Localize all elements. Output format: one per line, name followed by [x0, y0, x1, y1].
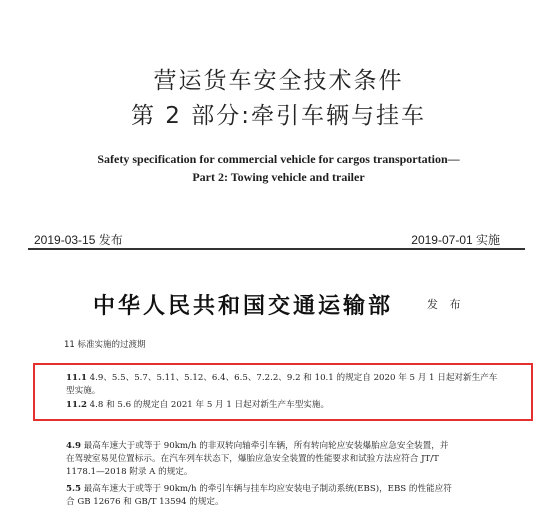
- clause-number: 4.9: [66, 441, 81, 451]
- clause-text: 4.9、5.5、5.7、5.11、5.12、6.4、6.5、7.2.2、9.2 和 10.1 的规定自 2020 年 5 月 1 日起对新生产车: [89, 373, 498, 383]
- clause-number: 11.1: [66, 373, 87, 383]
- issuing-agency: 中华人民共和国交通运输部: [93, 293, 394, 319]
- clause-4-9-line2: 在驾驶室易见位置标示。在汽车列车状态下，爆胎应急安全装置的性能要求和试验方法应符合 JT/T: [66, 454, 439, 464]
- implement-date: 2019-07-01 实施: [411, 233, 500, 247]
- clause-11-2: [66, 399, 329, 412]
- clause-number: 11.2: [66, 400, 87, 410]
- clause-text: 4.8 和 5.6 的规定自 2021 年 5 月 1 日起对新生产车型实施。: [89, 400, 330, 410]
- clause-4-9-line3: 1178.1—2018 附录 A 的规定。: [66, 467, 193, 477]
- clause-11-1-line2: 型实施。: [66, 386, 101, 396]
- clause-text: 最高车速大于或等于 90km/h 的非双转向轴牵引车辆，所有转向轮应安装爆胎应急安全装置，并: [83, 441, 449, 451]
- clause-4-9-line1: [66, 440, 448, 453]
- clause-text: 最高车速大于或等于 90km/h 的牵引车辆与挂车均应安装电子制动系统(EBS)，EBS 的性能应符: [83, 484, 452, 494]
- document-title-line2: 第 2 部分:牵引车辆与挂车: [130, 103, 426, 129]
- clause-5-5-line1: [66, 483, 452, 496]
- section-heading: 11 标准实施的过渡期: [64, 340, 146, 350]
- clause-11-1-line1: [66, 372, 516, 385]
- english-title-line2: Part 2: Towing vehicle and trailer: [192, 170, 365, 184]
- document-title-line1: 营运货车安全技术条件: [153, 68, 404, 94]
- clause-5-5-line2: 合 GB 12676 和 GB/T 13594 的规定。: [66, 497, 224, 507]
- publish-date: 2019-03-15 发布: [34, 233, 123, 247]
- english-title-line1: Safety specification for commercial vehicle for cargos transportation—: [97, 152, 460, 166]
- clause-number: 5.5: [66, 484, 81, 494]
- date-divider: [28, 248, 525, 250]
- publish-label: 发 布: [427, 298, 465, 311]
